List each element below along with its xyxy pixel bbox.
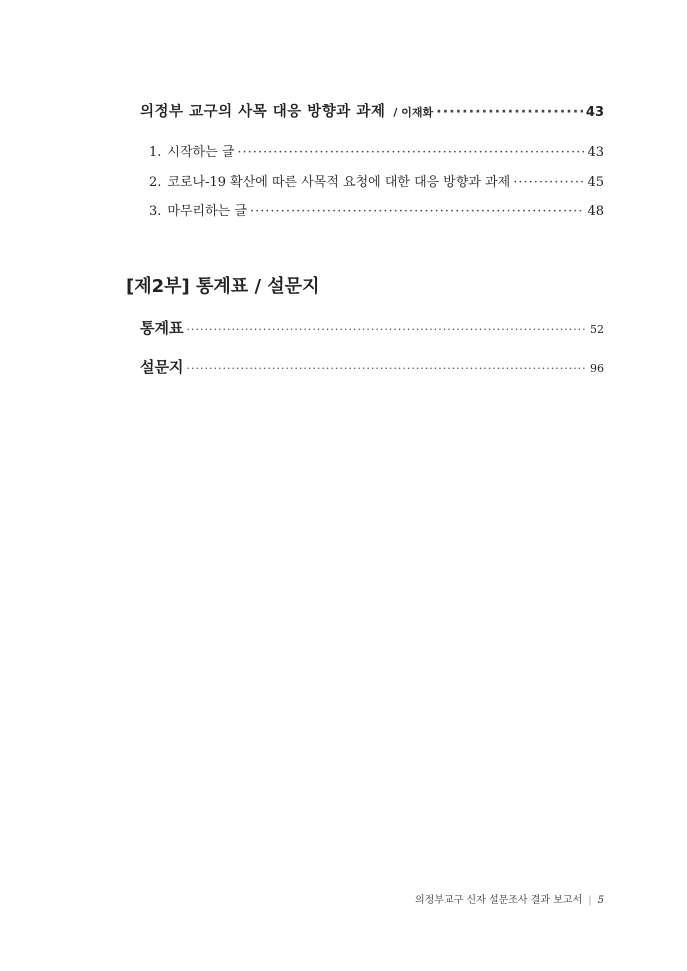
dot-leader	[186, 323, 587, 336]
section-page: 43	[585, 105, 604, 120]
toc-entry-questionnaire[interactable]	[140, 356, 604, 377]
dot-leader	[436, 104, 583, 120]
section-title-row[interactable]	[140, 100, 604, 121]
toc-entry-label: 통계표	[140, 319, 184, 337]
toc-item-num: 3.	[149, 204, 162, 219]
toc-item-1[interactable]	[149, 141, 604, 160]
toc-item-3[interactable]	[149, 200, 604, 219]
toc-item-page: 48	[587, 204, 604, 219]
page-footer	[415, 891, 604, 906]
toc-item-2[interactable]	[149, 171, 604, 190]
footer-divider: |	[588, 895, 592, 906]
dot-leader	[513, 175, 584, 190]
toc-item-label: 시작하는 글	[167, 145, 235, 160]
toc-entry-page: 96	[590, 362, 604, 375]
dot-leader	[186, 362, 587, 375]
footer-text: 의정부교구 신자 설문조사 결과 보고서	[414, 895, 583, 906]
toc-item-num: 1.	[149, 145, 162, 160]
toc-item-page: 43	[587, 145, 604, 160]
toc-item-label: 마무리하는 글	[167, 204, 247, 219]
toc-entry-statistics[interactable]	[140, 317, 604, 338]
section-author: / 이재화	[393, 106, 434, 119]
dot-leader	[237, 145, 584, 160]
toc-entry-page: 52	[590, 323, 604, 336]
dot-leader	[250, 204, 585, 219]
toc-item-label: 코로나-19 확산에 따른 사목적 요청에 대한 대응 방향과 과제	[167, 175, 511, 190]
toc-item-page: 45	[587, 175, 604, 190]
section-title: 의정부 교구의 사목 대응 방향과 과제	[140, 104, 386, 120]
toc-entry-label: 설문지	[140, 358, 184, 376]
part-heading: [제2부] 통계표 / 설문지	[126, 276, 320, 297]
footer-page-number: 5	[597, 895, 604, 906]
toc-item-num: 2.	[149, 175, 162, 190]
